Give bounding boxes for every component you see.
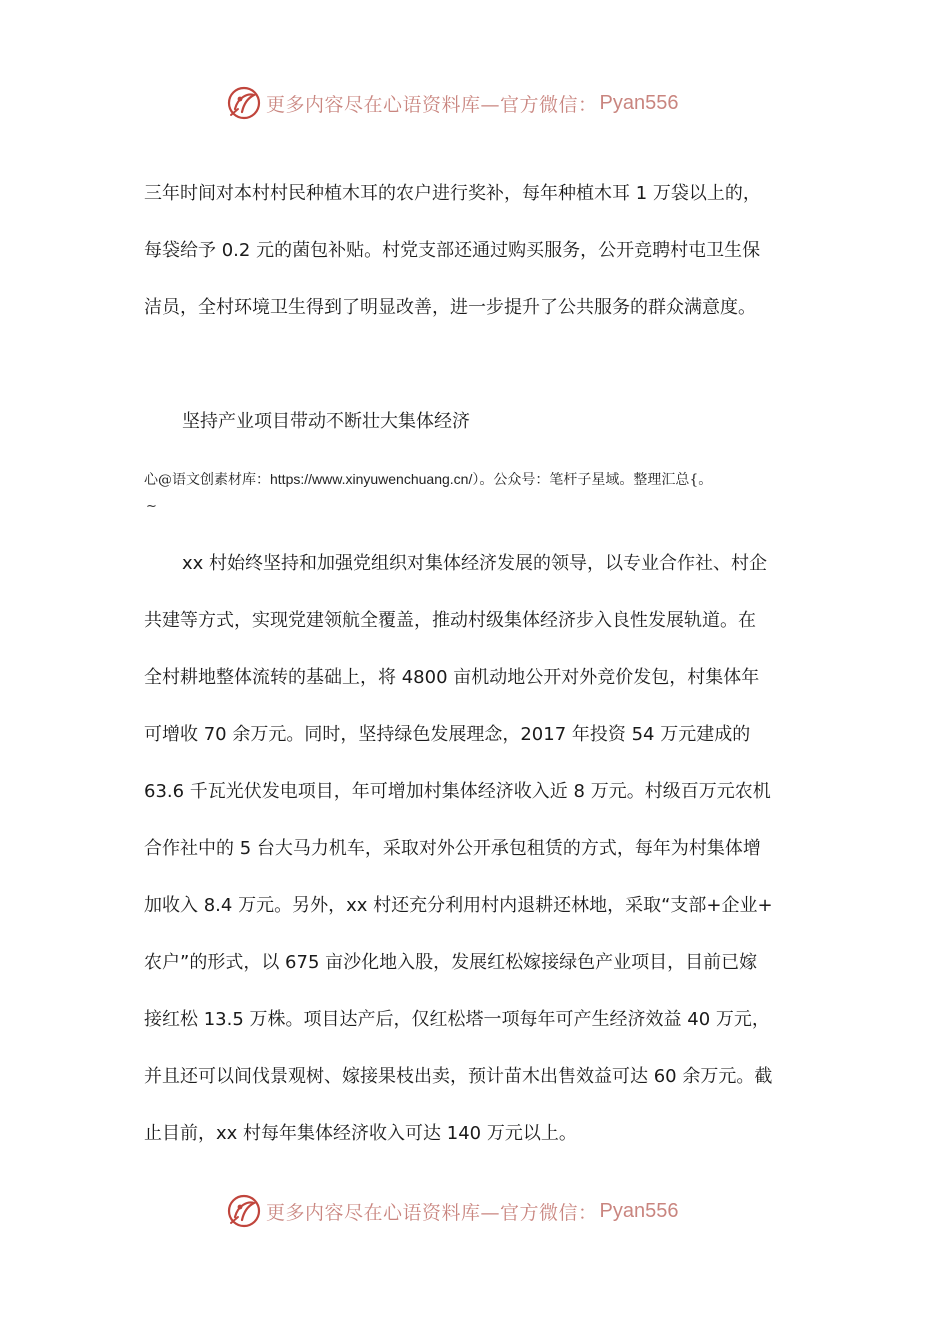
source-tail: ~ bbox=[146, 499, 157, 514]
banner-wechat-id: Pyan556 bbox=[599, 91, 679, 114]
paragraph-line: 全村耕地整体流转的基础上，将 4800 亩机动地公开对外竞价发包，村集体年 bbox=[144, 667, 760, 688]
footer-banner bbox=[226, 1191, 678, 1231]
banner-text: 更多内容尽在心语资料库—官方微信： bbox=[266, 1201, 598, 1224]
logo-icon bbox=[226, 85, 262, 121]
paragraph-2 bbox=[144, 553, 824, 1180]
paragraph-line: 63.6 千瓦光伏发电项目，年可增加村集体经济收入近 8 万元。村级百万元农机 bbox=[144, 781, 771, 802]
paragraph-line: 共建等方式，实现党建领航全覆盖，推动村级集体经济步入良性发展轨道。在 bbox=[144, 610, 756, 631]
banner-text: 更多内容尽在心语资料库—官方微信： bbox=[266, 93, 598, 116]
section-heading: 坚持产业项目带动不断壮大集体经济 bbox=[182, 411, 470, 432]
source-suffix: ）。公众号：笔杆子星域。整理汇总{。 bbox=[472, 472, 713, 488]
paragraph-line: 接红松 13.5 万株。项目达产后，仅红松塔一项每年可产生经济效益 40 万元， bbox=[144, 1009, 770, 1030]
paragraph-line: 合作社中的 5 台大马力机车，采取对外公开承包租赁的方式，每年为村集体增 bbox=[144, 838, 761, 859]
paragraph-line: 农户”的形式，以 675 亩沙化地入股，发展红松嫁接绿色产业项目，目前已嫁 bbox=[144, 952, 758, 973]
paragraph-1 bbox=[144, 183, 824, 354]
header-banner bbox=[226, 83, 678, 123]
paragraph-line: 洁员，全村环境卫生得到了明显改善，进一步提升了公共服务的群众满意度。 bbox=[144, 297, 756, 318]
paragraph-line: xx 村始终坚持和加强党组织对集体经济发展的领导，以专业合作社、村企 bbox=[182, 553, 768, 574]
source-note bbox=[144, 469, 712, 490]
paragraph-line: 止目前，xx 村每年集体经济收入可达 140 万元以上。 bbox=[144, 1123, 577, 1144]
paragraph-line: 可增收 70 余万元。同时，坚持绿色发展理念，2017 年投资 54 万元建成的 bbox=[144, 724, 751, 745]
source-url: https://www.xinyuwenchuang.cn/ bbox=[270, 471, 473, 487]
source-prefix: 心@语文创素材库： bbox=[144, 472, 270, 488]
paragraph-line: 并且还可以间伐景观树、嫁接果枝出卖，预计苗木出售效益可达 60 余万元。截 bbox=[144, 1066, 773, 1087]
banner-wechat-id: Pyan556 bbox=[599, 1199, 679, 1222]
logo-icon bbox=[226, 1193, 262, 1229]
paragraph-line: 三年时间对本村村民种植木耳的农户进行奖补，每年种植木耳 1 万袋以上的， bbox=[144, 183, 761, 204]
paragraph-line: 加收入 8.4 万元。另外，xx 村还充分利用村内退耕还林地，采取“支部+企业+ bbox=[144, 895, 773, 916]
paragraph-line: 每袋给予 0.2 元的菌包补贴。村党支部还通过购买服务，公开竞聘村屯卫生保 bbox=[144, 240, 761, 261]
